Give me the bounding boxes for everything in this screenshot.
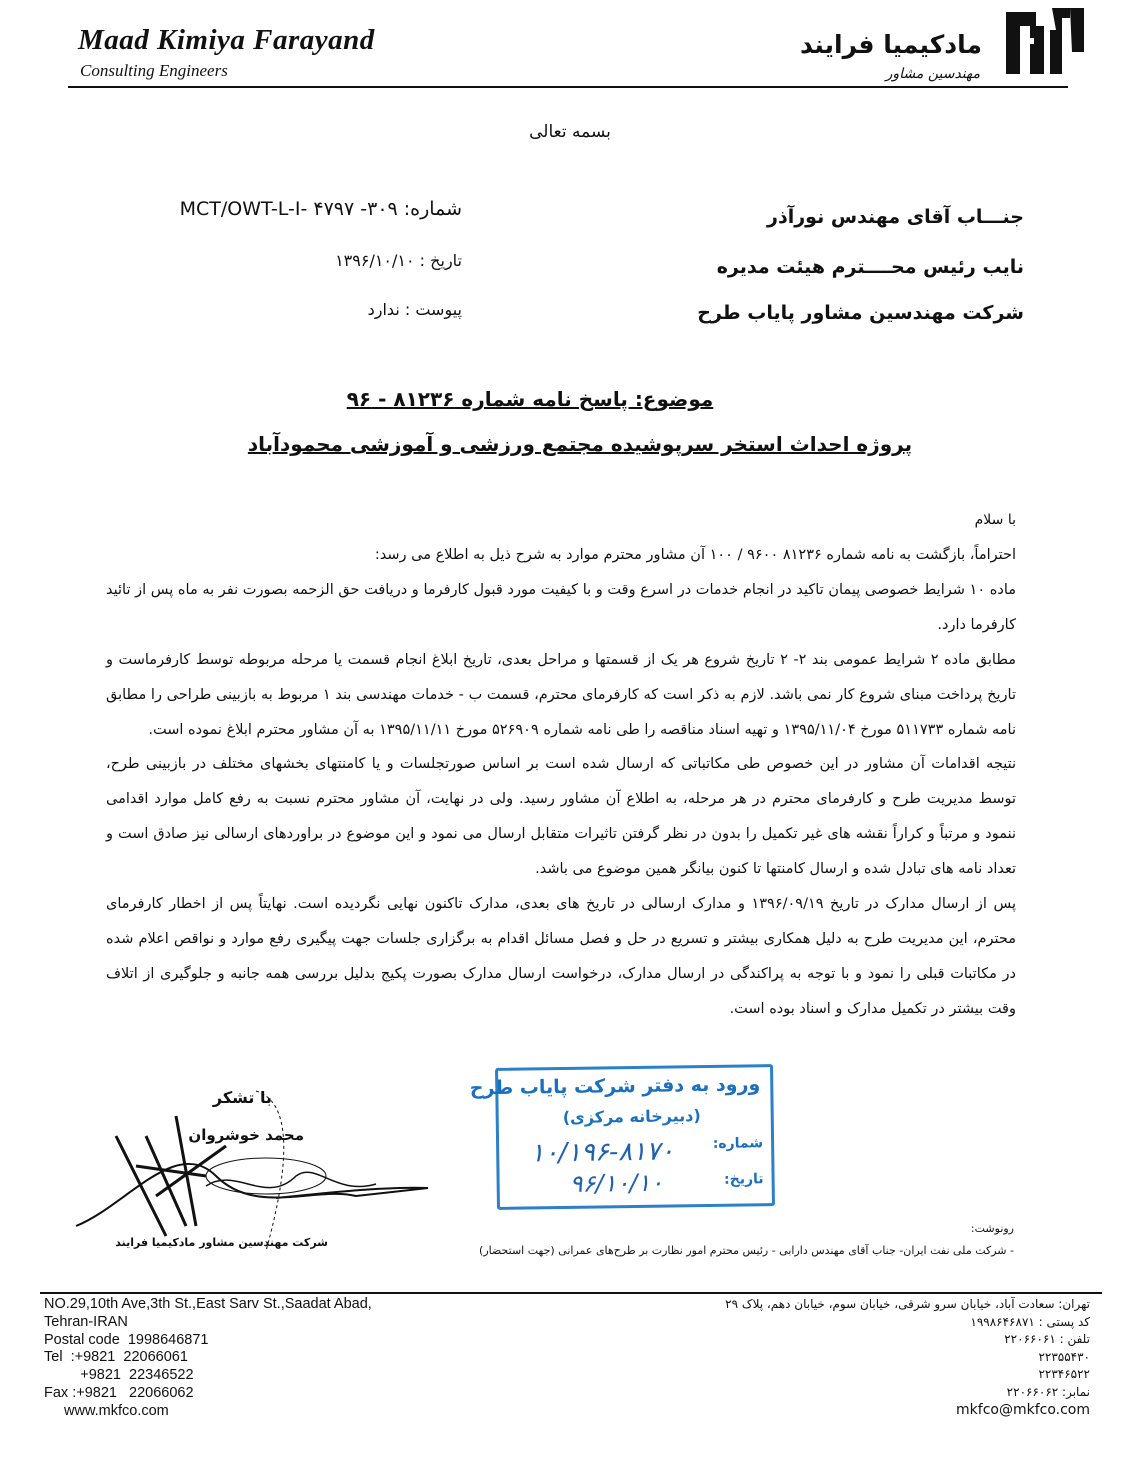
stamp-date-label: تاریخ:: [723, 1171, 764, 1188]
body-paragraph: مطابق ماده ۲ شرایط عمومی بند ۲- ۲ تاریخ شروع هر یک از قسمتها و مراحل بعدی، تاریخ ابلاغ انجام قسمت یا مرحله مربوطه توسط کارفرماست و تاریخ پرداخت مبنای شروع کار نمی باشد. لازم به ذکر است که کارفرمای محترم، قسمت ب - خدمات مهندسی بند ۱ مربوط به بازبینی طراحی را مطابق نامه شماره ۵۱۱۷۳۳ مورخ ۱۳۹۵/۱۱/۰۴ و تهیه اسناد مناقصه را طی نامه شماره ۵۲۶۹۰۹ مورخ ۱۳۹۵/۱۱/۱۱ به آن مشاور محترم ابلاغ نموده است.: [106, 651, 1017, 738]
footer-email-link[interactable]: mkfco@mkfco.com: [956, 1401, 1090, 1418]
footer-fa-line: کد پستی : ۱۹۹۸۶۴۶۸۷۱: [970, 1314, 1090, 1329]
subject-line: موضوع: پاسخ نامه شماره ۸۱۲۳۶ - ۹۶: [346, 387, 714, 411]
addressee-line-3: شرکت مهندسین مشاور پایاب طرح: [697, 302, 1024, 324]
footer-website-link[interactable]: www.mkfco.com: [64, 1402, 169, 1419]
body-paragraph: ماده ۱۰ شرایط خصوصی پیمان تاکید در انجام خدمات در اسرع وقت و با کیفیت مورد قبول کارفرما و دریافت حق الزحمه بصورت نفر به ماه پس از تائید کارفرما دارد.: [106, 581, 1016, 633]
footer-address-fa: [630, 1296, 1090, 1419]
footer-fa-line: ۲۲۳۴۶۵۲۲: [1038, 1367, 1090, 1382]
letter-attachment: پیوست : ندارد: [367, 300, 462, 319]
signature-closing: با تشکر: [212, 1088, 272, 1107]
signature-company: شرکت مهندسین مشاور مادکیمیا فرایند: [115, 1236, 328, 1249]
stamp-date-value: ۹۶/۱۰/۱۰: [569, 1168, 664, 1198]
letter-number: شماره: ۳۰۹- MCT/OWT-L-I- ۴۷۹۷: [179, 198, 462, 220]
footer-fa-line: تهران: سعادت آباد، خیابان سرو شرقی، خیابان سوم، خیابان دهم، پلاک ۲۹: [725, 1297, 1090, 1311]
footer-fa-line: تلفن : ۲۲۰۶۶۰۶۱: [1004, 1332, 1090, 1347]
letter-body: [106, 538, 1016, 1027]
footer-divider: [40, 1292, 1102, 1294]
header-divider: [68, 86, 1068, 88]
body-paragraph: احتراماً، بازگشت به نامه شماره ۸۱۲۳۶ ۹۶۰۰ / ۱۰۰ آن مشاور محترم موارد به شرح ذیل به اطلاع می رسد:: [374, 547, 1016, 563]
stamp-subtitle: (دبیرخانه مرکزی): [562, 1106, 701, 1128]
company-sub-fa: مهندسین مشاور: [885, 66, 980, 82]
footer-fa-line: نمابر: ۲۲۰۶۶۰۶۲: [1006, 1384, 1090, 1399]
footer-fa-line: ۲۲۳۵۵۴۳۰: [1038, 1349, 1090, 1364]
basmala: بسمه تعالی: [529, 122, 611, 142]
footer-en-line: Tehran-IRAN: [44, 1313, 128, 1330]
cc-title: رونوشت:: [970, 1222, 1014, 1235]
project-title: پروژه احداث استخر سرپوشیده مجتمع ورزشی و آموزشی محمودآباد: [247, 432, 913, 456]
footer-en-line: Fax :+9821 22066062: [44, 1384, 194, 1401]
company-name-fa: مادکیمیا فرایند: [799, 30, 982, 59]
company-sub-en: Consulting Engineers: [80, 61, 228, 80]
addressee-line-2: نایب رئیس محــــترم هیئت مدیره: [716, 256, 1024, 278]
company-name-en: Maad Kimiya Farayand: [78, 24, 375, 56]
stamp-number-value: ۱۰/۱۹۶-۸۱۷۰: [530, 1136, 675, 1169]
letter-date: تاریخ : ۱۳۹۶/۱۰/۱۰: [335, 251, 462, 270]
greeting: با سلام: [974, 512, 1016, 528]
signatory-name: محمد خوشروان: [188, 1126, 304, 1144]
mkf-logo-icon: [1000, 4, 1088, 78]
footer-en-line: NO.29,10th Ave,3th St.,East Sarv St.,Saadat Abad,: [44, 1296, 372, 1312]
body-paragraph: نتیجه اقدامات آن مشاور در این خصوص طی مکاتباتی که ارسال شده است بر اساس صورتجلسات و یا کامنتهای بخشهای مختلف در بازبینی طرح، توسط مدیریت طرح و کارفرمای محترم در هر مرحله، به اطلاع آن مشاور رسید. ولی در نهایت، آن مشاور محترم نسبت به رفع کامل موارد اقدامی ننمود و مرتباً و کراراً نقشه های غیر تکمیل را بدون در نظر گرفتن تاثیرات متقابل ارسال می نمود و این موضوع در براوردهای ارسالی نیز صادق است و تعداد نامه های تبادل شده و ارسال کامنتها تا کنون بیانگر همین موضوع می باشد.: [106, 756, 1016, 878]
stamp-number-label: شماره:: [712, 1135, 764, 1152]
footer-en-line: Postal code 1998646871: [44, 1331, 209, 1348]
body-paragraph: پس از ارسال مدارک در تاریخ ۱۳۹۶/۰۹/۱۹ و مدارک ارسالی در تاریخ های بعدی، مدارک تاکنون نهایی نگردیده است. نهایتاً پس از اخطار کارفرمای محترم، این مدیریت طرح به دلیل همکاری بیشتر و تسریع در حل و فصل مسائل اقدام به برگزاری جلسات جهت پیگیری رفع موارد و نواقص اعلام شده در مکاتبات قبلی را نمود و با توجه به پراکندگی در ارسال مدارک، درخواست ارسال مدارک بصورت پکیج بدلیل بررسی همه جانبه و جلوگیری از اتلاف وقت بیشتر در تکمیل مدارک و اسناد بوده است.: [106, 896, 1016, 1017]
footer-en-line: +9821 22346522: [44, 1367, 194, 1384]
received-stamp: [469, 1064, 775, 1210]
stamp-title: ورود به دفتر شرکت پایاب طرح: [469, 1073, 761, 1100]
cc-recipients: - شرکت ملی نفت ایران- جناب آقای مهندس دارابی - رئیس محترم امور نظارت بر طرح‌های عمرانی (جهت استحضار): [479, 1244, 1014, 1257]
addressee-line-1: جنـــاب آقای مهندس نورآذر: [767, 206, 1024, 228]
footer-en-line: Tel :+9821 22066061: [44, 1349, 188, 1366]
footer-address-en: [44, 1296, 372, 1421]
